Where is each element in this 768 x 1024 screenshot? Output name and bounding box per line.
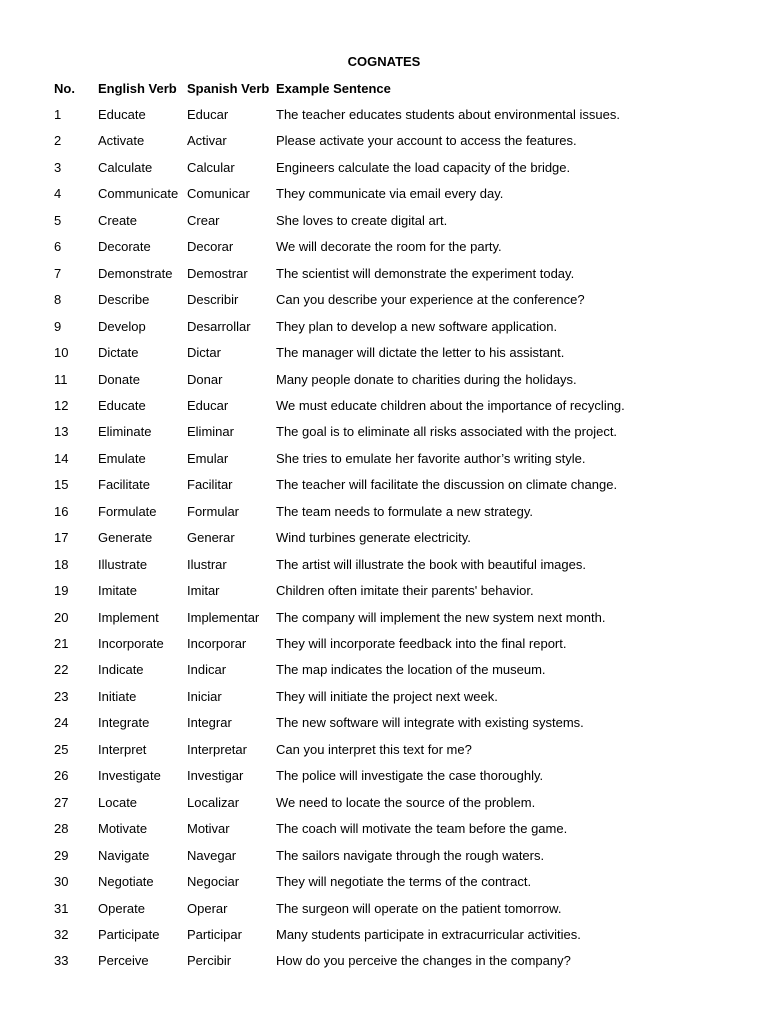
example-sentence-cell: We must educate children about the importance of recycling. [276,398,625,413]
table-row [0,583,768,599]
table-row [0,319,768,335]
english-verb-cell: Eliminate [98,424,152,439]
table-row [0,689,768,705]
row-number: 22 [54,662,69,677]
spanish-verb-cell: Calcular [187,160,235,175]
example-sentence-cell: Wind turbines generate electricity. [276,530,471,545]
example-sentence-cell: We will decorate the room for the party. [276,239,502,254]
row-number: 5 [54,213,62,228]
example-sentence-cell: The map indicates the location of the museum. [276,662,546,677]
spanish-verb-cell: Eliminar [187,424,234,439]
row-number: 7 [54,266,62,281]
english-verb-cell: Initiate [98,689,137,704]
row-number: 19 [54,583,69,598]
table-row [0,901,768,917]
row-number: 17 [54,530,69,545]
english-verb-cell: Describe [98,292,150,307]
spanish-verb-cell: Imitar [187,583,220,598]
row-number: 16 [54,504,69,519]
example-sentence-cell: Please activate your account to access the features. [276,133,577,148]
spanish-verb-cell: Facilitar [187,477,233,492]
english-verb-cell: Activate [98,133,145,148]
spanish-verb-cell: Donar [187,372,223,387]
spanish-verb-cell: Indicar [187,662,227,677]
example-sentence-cell: The manager will dictate the letter to his assistant. [276,345,565,360]
english-verb-cell: Incorporate [98,636,164,651]
table-row [0,266,768,282]
english-verb-cell: Calculate [98,160,153,175]
header-english-verb: English Verb [98,81,177,96]
table-row [0,715,768,731]
table-row [0,795,768,811]
example-sentence-cell: Children often imitate their parents' behavior. [276,583,534,598]
table-row [0,610,768,626]
spanish-verb-cell: Percibir [187,953,232,968]
row-number: 32 [54,927,69,942]
row-number: 29 [54,848,69,863]
row-number: 26 [54,768,69,783]
table-row [0,927,768,943]
row-number: 14 [54,451,69,466]
example-sentence-cell: The company will implement the new system next month. [276,610,606,625]
row-number: 15 [54,477,69,492]
example-sentence-cell: Many people donate to charities during the holidays. [276,372,577,387]
table-row [0,186,768,202]
spanish-verb-cell: Generar [187,530,235,545]
table-row [0,160,768,176]
spanish-verb-cell: Negociar [187,874,240,889]
example-sentence-cell: Engineers calculate the load capacity of the bridge. [276,160,571,175]
english-verb-cell: Negotiate [98,874,154,889]
table-row [0,292,768,308]
english-verb-cell: Perceive [98,953,149,968]
spanish-verb-cell: Desarrollar [187,319,251,334]
table-row [0,742,768,758]
example-sentence-cell: The sailors navigate through the rough waters. [276,848,545,863]
example-sentence-cell: The surgeon will operate on the patient tomorrow. [276,901,562,916]
header-example-sentence: Example Sentence [276,81,391,96]
table-row [0,530,768,546]
spanish-verb-cell: Crear [187,213,220,228]
table-row [0,874,768,890]
spanish-verb-cell: Navegar [187,848,237,863]
english-verb-cell: Develop [98,319,146,334]
table-header-row [0,81,768,97]
english-verb-cell: Demonstrate [98,266,173,281]
table-row [0,424,768,440]
spanish-verb-cell: Comunicar [187,186,250,201]
english-verb-cell: Formulate [98,504,157,519]
english-verb-cell: Educate [98,398,146,413]
row-number: 2 [54,133,62,148]
table-row [0,477,768,493]
row-number: 21 [54,636,69,651]
example-sentence-cell: We need to locate the source of the problem. [276,795,536,810]
row-number: 30 [54,874,69,889]
row-number: 8 [54,292,62,307]
example-sentence-cell: Many students participate in extracurricular activities. [276,927,581,942]
spanish-verb-cell: Participar [187,927,242,942]
row-number: 3 [54,160,62,175]
english-verb-cell: Generate [98,530,153,545]
example-sentence-cell: Can you interpret this text for me? [276,742,472,757]
table-row [0,636,768,652]
row-number: 23 [54,689,69,704]
spanish-verb-cell: Motivar [187,821,230,836]
spanish-verb-cell: Integrar [187,715,232,730]
english-verb-cell: Navigate [98,848,150,863]
row-number: 24 [54,715,69,730]
spanish-verb-cell: Formular [187,504,240,519]
english-verb-cell: Operate [98,901,145,916]
english-verb-cell: Indicate [98,662,144,677]
spanish-verb-cell: Implementar [187,610,260,625]
example-sentence-cell: The new software will integrate with existing systems. [276,715,584,730]
example-sentence-cell: They will negotiate the terms of the contract. [276,874,532,889]
english-verb-cell: Donate [98,372,140,387]
table-row [0,848,768,864]
english-verb-cell: Implement [98,610,159,625]
english-verb-cell: Locate [98,795,138,810]
table-row [0,213,768,229]
english-verb-cell: Facilitate [98,477,151,492]
example-sentence-cell: Can you describe your experience at the conference? [276,292,585,307]
english-verb-cell: Interpret [98,742,147,757]
row-number: 18 [54,557,69,572]
table-row [0,504,768,520]
table-row [0,239,768,255]
spanish-verb-cell: Decorar [187,239,234,254]
english-verb-cell: Emulate [98,451,146,466]
example-sentence-cell: She loves to create digital art. [276,213,448,228]
english-verb-cell: Integrate [98,715,150,730]
english-verb-cell: Create [98,213,138,228]
example-sentence-cell: The coach will motivate the team before the game. [276,821,568,836]
table-row [0,107,768,123]
row-number: 25 [54,742,69,757]
example-sentence-cell: The scientist will demonstrate the experiment today. [276,266,575,281]
row-number: 13 [54,424,69,439]
spanish-verb-cell: Emular [187,451,229,466]
table-row [0,372,768,388]
english-verb-cell: Communicate [98,186,179,201]
spanish-verb-cell: Demostrar [187,266,248,281]
row-number: 20 [54,610,69,625]
example-sentence-cell: How do you perceive the changes in the company? [276,953,571,968]
english-verb-cell: Educate [98,107,146,122]
example-sentence-cell: The teacher educates students about environmental issues. [276,107,620,122]
row-number: 27 [54,795,69,810]
table-row [0,821,768,837]
spanish-verb-cell: Describir [187,292,239,307]
spanish-verb-cell: Activar [187,133,227,148]
english-verb-cell: Participate [98,927,160,942]
example-sentence-cell: She tries to emulate her favorite author’s writing style. [276,451,586,466]
row-number: 31 [54,901,69,916]
english-verb-cell: Investigate [98,768,161,783]
example-sentence-cell: They communicate via email every day. [276,186,504,201]
table-row [0,398,768,414]
document-title: COGNATES [347,54,421,69]
row-number: 1 [54,107,62,122]
spanish-verb-cell: Localizar [187,795,240,810]
example-sentence-cell: The artist will illustrate the book with beautiful images. [276,557,586,572]
example-sentence-cell: The teacher will facilitate the discussion on climate change. [276,477,618,492]
row-number: 6 [54,239,62,254]
english-verb-cell: Decorate [98,239,151,254]
table-row [0,768,768,784]
example-sentence-cell: The goal is to eliminate all risks associated with the project. [276,424,618,439]
example-sentence-cell: The police will investigate the case thoroughly. [276,768,544,783]
example-sentence-cell: They will incorporate feedback into the final report. [276,636,567,651]
table-row [0,133,768,149]
table-row [0,662,768,678]
row-number: 28 [54,821,69,836]
example-sentence-cell: They plan to develop a new software application. [276,319,558,334]
header-no: No. [54,81,75,96]
example-sentence-cell: They will initiate the project next week. [276,689,498,704]
spanish-verb-cell: Dictar [187,345,221,360]
spanish-verb-cell: Educar [187,398,229,413]
row-number: 11 [54,372,68,387]
table-row [0,557,768,573]
english-verb-cell: Motivate [98,821,148,836]
example-sentence-cell: The team needs to formulate a new strategy. [276,504,534,519]
header-spanish-verb: Spanish Verb [187,81,270,96]
english-verb-cell: Imitate [98,583,138,598]
table-row [0,345,768,361]
spanish-verb-cell: Interpretar [187,742,247,757]
row-number: 9 [54,319,62,334]
spanish-verb-cell: Incorporar [187,636,247,651]
row-number: 33 [54,953,69,968]
spanish-verb-cell: Ilustrar [187,557,227,572]
english-verb-cell: Illustrate [98,557,148,572]
spanish-verb-cell: Educar [187,107,229,122]
spanish-verb-cell: Operar [187,901,228,916]
spanish-verb-cell: Iniciar [187,689,222,704]
row-number: 10 [54,345,69,360]
english-verb-cell: Dictate [98,345,139,360]
spanish-verb-cell: Investigar [187,768,244,783]
row-number: 4 [54,186,62,201]
row-number: 12 [54,398,69,413]
table-row [0,451,768,467]
table-row [0,953,768,969]
